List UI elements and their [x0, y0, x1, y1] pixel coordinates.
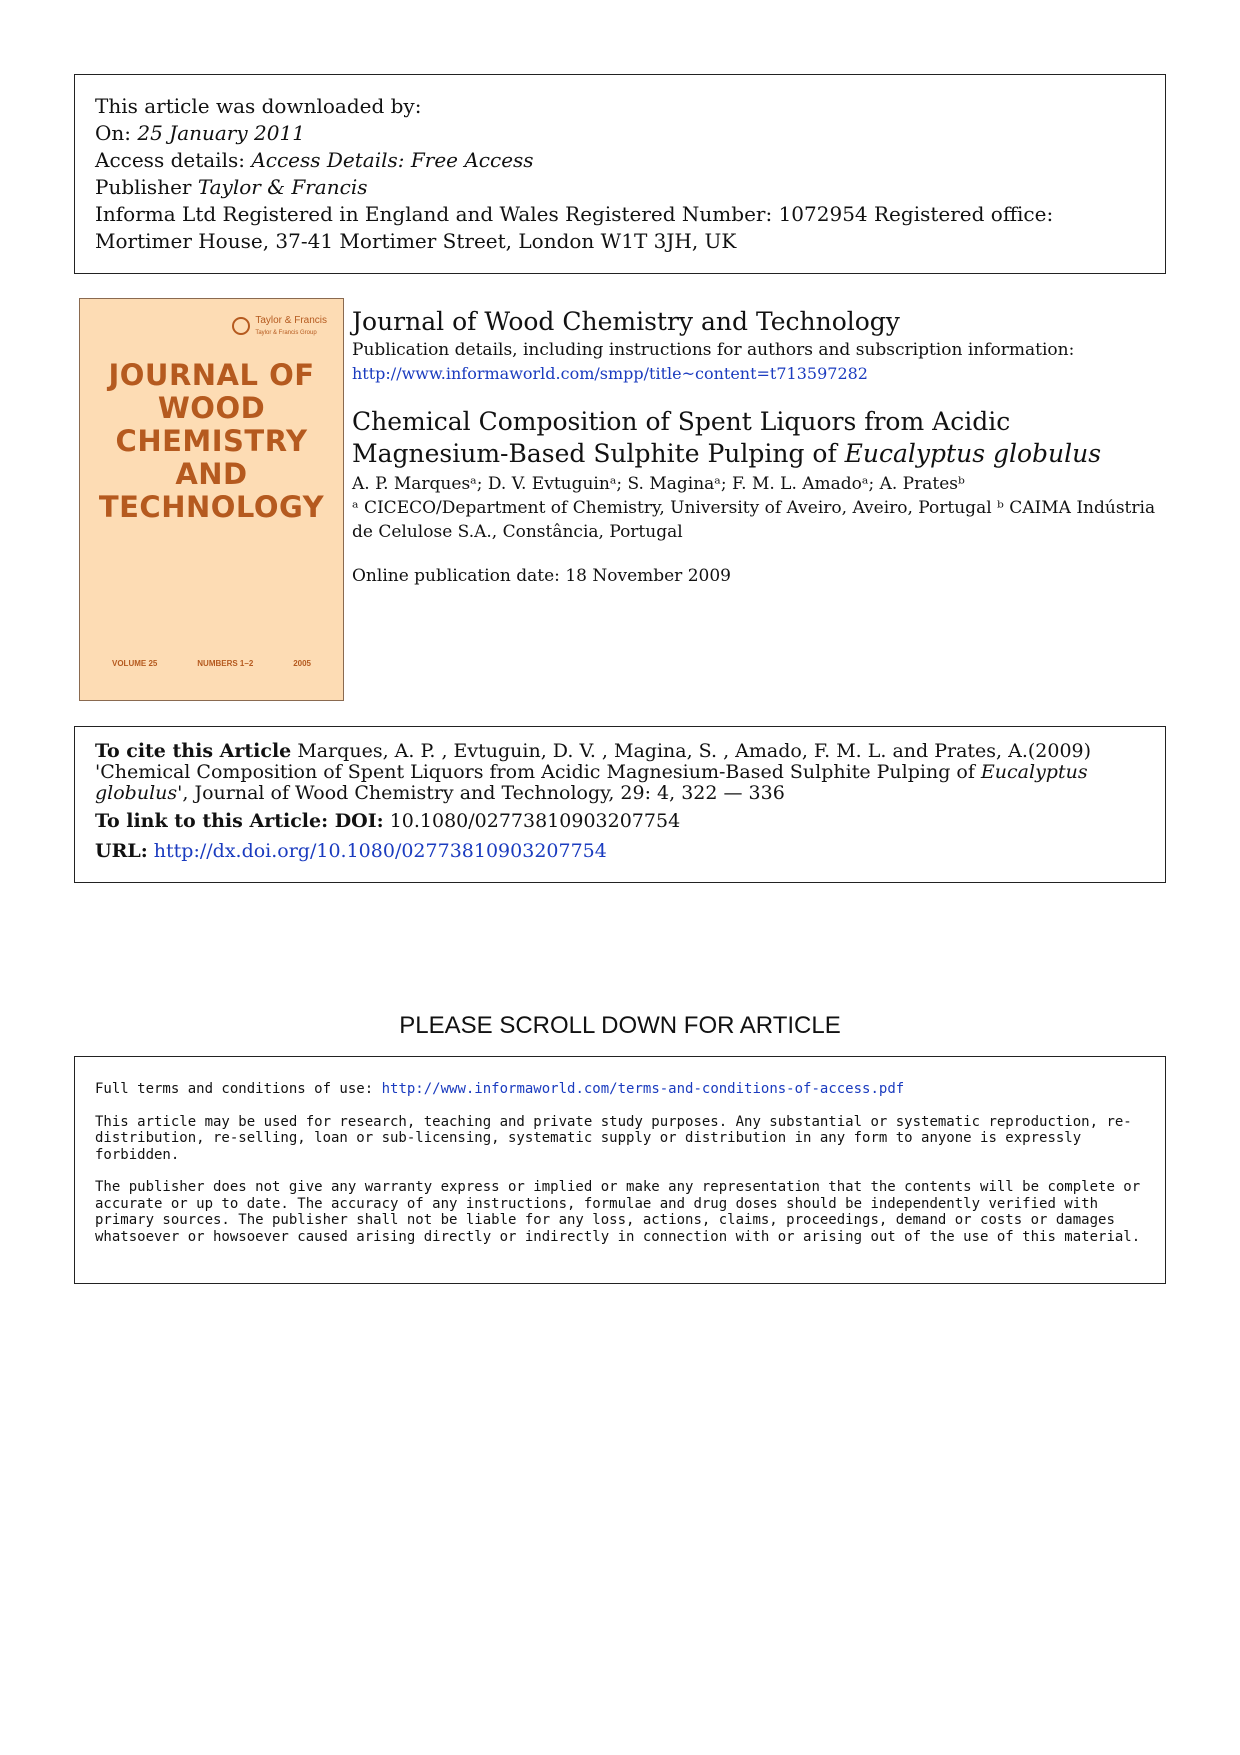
citation-text-end: ', Journal of Wood Chemistry and Technology, 29: 4, 322 — 336 [177, 782, 785, 804]
publisher-logo-icon [232, 317, 250, 335]
cover-title-line: WOOD [157, 391, 266, 425]
online-publication-date: Online publication date: 18 November 2009 [352, 566, 731, 586]
citation-box [74, 726, 1166, 883]
cover-title [80, 359, 343, 524]
citation-text: Marques, A. P. , Evtuguin, D. V. , Magina, S. , Amado, F. M. L. and Prates, A.(2009) 'Chemical Composition of Spent Liquors from Acidic Magnesium-Based Sulphite Pulping of [95, 740, 1092, 783]
citation-species: Eucalyptus globulus [95, 761, 1088, 804]
terms-url-link[interactable]: http://www.informaworld.com/terms-and-conditions-of-access.pdf [381, 1081, 905, 1097]
publisher-logo [232, 315, 327, 337]
cover-volume: VOLUME 25 [112, 659, 158, 668]
citation [95, 741, 1145, 804]
url-label: URL: [95, 840, 148, 862]
article-title [352, 406, 1172, 470]
scroll-down-notice: PLEASE SCROLL DOWN FOR ARTICLE [399, 1012, 841, 1039]
article-title-text: Chemical Composition of Spent Liquors from Acidic Magnesium-Based Sulphite Pulping of [352, 407, 1011, 468]
terms-label: Full terms and conditions of use: [95, 1081, 374, 1097]
journal-cover-image [79, 298, 344, 701]
terms-paragraph-disclaimer: The publisher does not give any warranty express or implied or make any representation that the contents will be complete or accurate or up to date. The accuracy of any instructions, formulae and drug doses should be independently verified with primary sources. The publisher shall not be liable for any loss, actions, claims, proceedings, demand or costs or damages whatsoever or howsoever caused arising directly or indirectly in connection with or arising out of the use of this material. [95, 1179, 1141, 1245]
publisher-logo-text: Taylor & Francis [255, 315, 327, 326]
publication-details: Publication details, including instructions for authors and subscription information: [352, 340, 1075, 360]
on-label: On: [95, 121, 132, 145]
doi-value: 10.1080/02773810903207754 [389, 810, 681, 832]
access-value: Access Details: Free Access [251, 148, 534, 172]
article-title-species: Eucalyptus globulus [844, 439, 1102, 468]
cite-label: To cite this Article [95, 740, 292, 762]
cover-numbers: NUMBERS 1–2 [197, 659, 254, 668]
downloaded-by-line: This article was downloaded by: [95, 94, 422, 118]
publisher-logo-subtext: Taylor & Francis Group [255, 330, 317, 336]
authors: A. P. Marquesᵃ; D. V. Evtuguinᵃ; S. Maginaᵃ; F. M. L. Amadoᵃ; A. Pratesᵇ [352, 474, 965, 494]
download-date: 25 January 2011 [137, 121, 305, 145]
journal-info [352, 306, 1172, 586]
cover-title-line: AND [175, 457, 248, 491]
access-details-line [95, 147, 1145, 174]
terms-line [95, 1081, 1145, 1098]
doi-url-link[interactable]: http://dx.doi.org/10.1080/02773810903207754 [153, 840, 607, 862]
journal-url-link[interactable]: http://www.informaworld.com/smpp/title~content=t713597282 [352, 364, 868, 383]
cover-title-line: CHEMISTRY [115, 424, 308, 458]
publisher-line [95, 174, 1145, 201]
download-info-box [74, 74, 1166, 274]
cover-year: 2005 [293, 659, 311, 668]
journal-title: Journal of Wood Chemistry and Technology [352, 307, 900, 336]
access-label: Access details: [95, 148, 245, 172]
affiliations: ᵃ CICECO/Department of Chemistry, University of Aveiro, Aveiro, Portugal ᵇ CAIMA Indústria de Celulose S.A., Constância, Portugal [352, 498, 1156, 542]
publisher-label: Publisher [95, 175, 192, 199]
terms-box [74, 1056, 1166, 1284]
terms-paragraph-usage: This article may be used for research, teaching and private study purposes. Any substantial or systematic reproduction, re-distribution, re-selling, loan or sub-licensing, systematic supply or distribution in any form to anyone is expressly forbidden. [95, 1113, 1132, 1163]
download-date-line [95, 120, 1145, 147]
doi-line [95, 808, 1145, 834]
url-line [95, 838, 1145, 864]
cover-footer [112, 659, 311, 668]
publisher-value: Taylor & Francis [197, 175, 368, 199]
cover-title-line: TECHNOLOGY [98, 490, 325, 524]
cover-title-line: JOURNAL OF [108, 358, 315, 392]
registration-text: Informa Ltd Registered in England and Wales Registered Number: 1072954 Registered office: Mortimer House, 37-41 Mortimer Street, London W1T 3JH, UK [95, 202, 1054, 253]
doi-label: To link to this Article: DOI: [95, 810, 384, 832]
